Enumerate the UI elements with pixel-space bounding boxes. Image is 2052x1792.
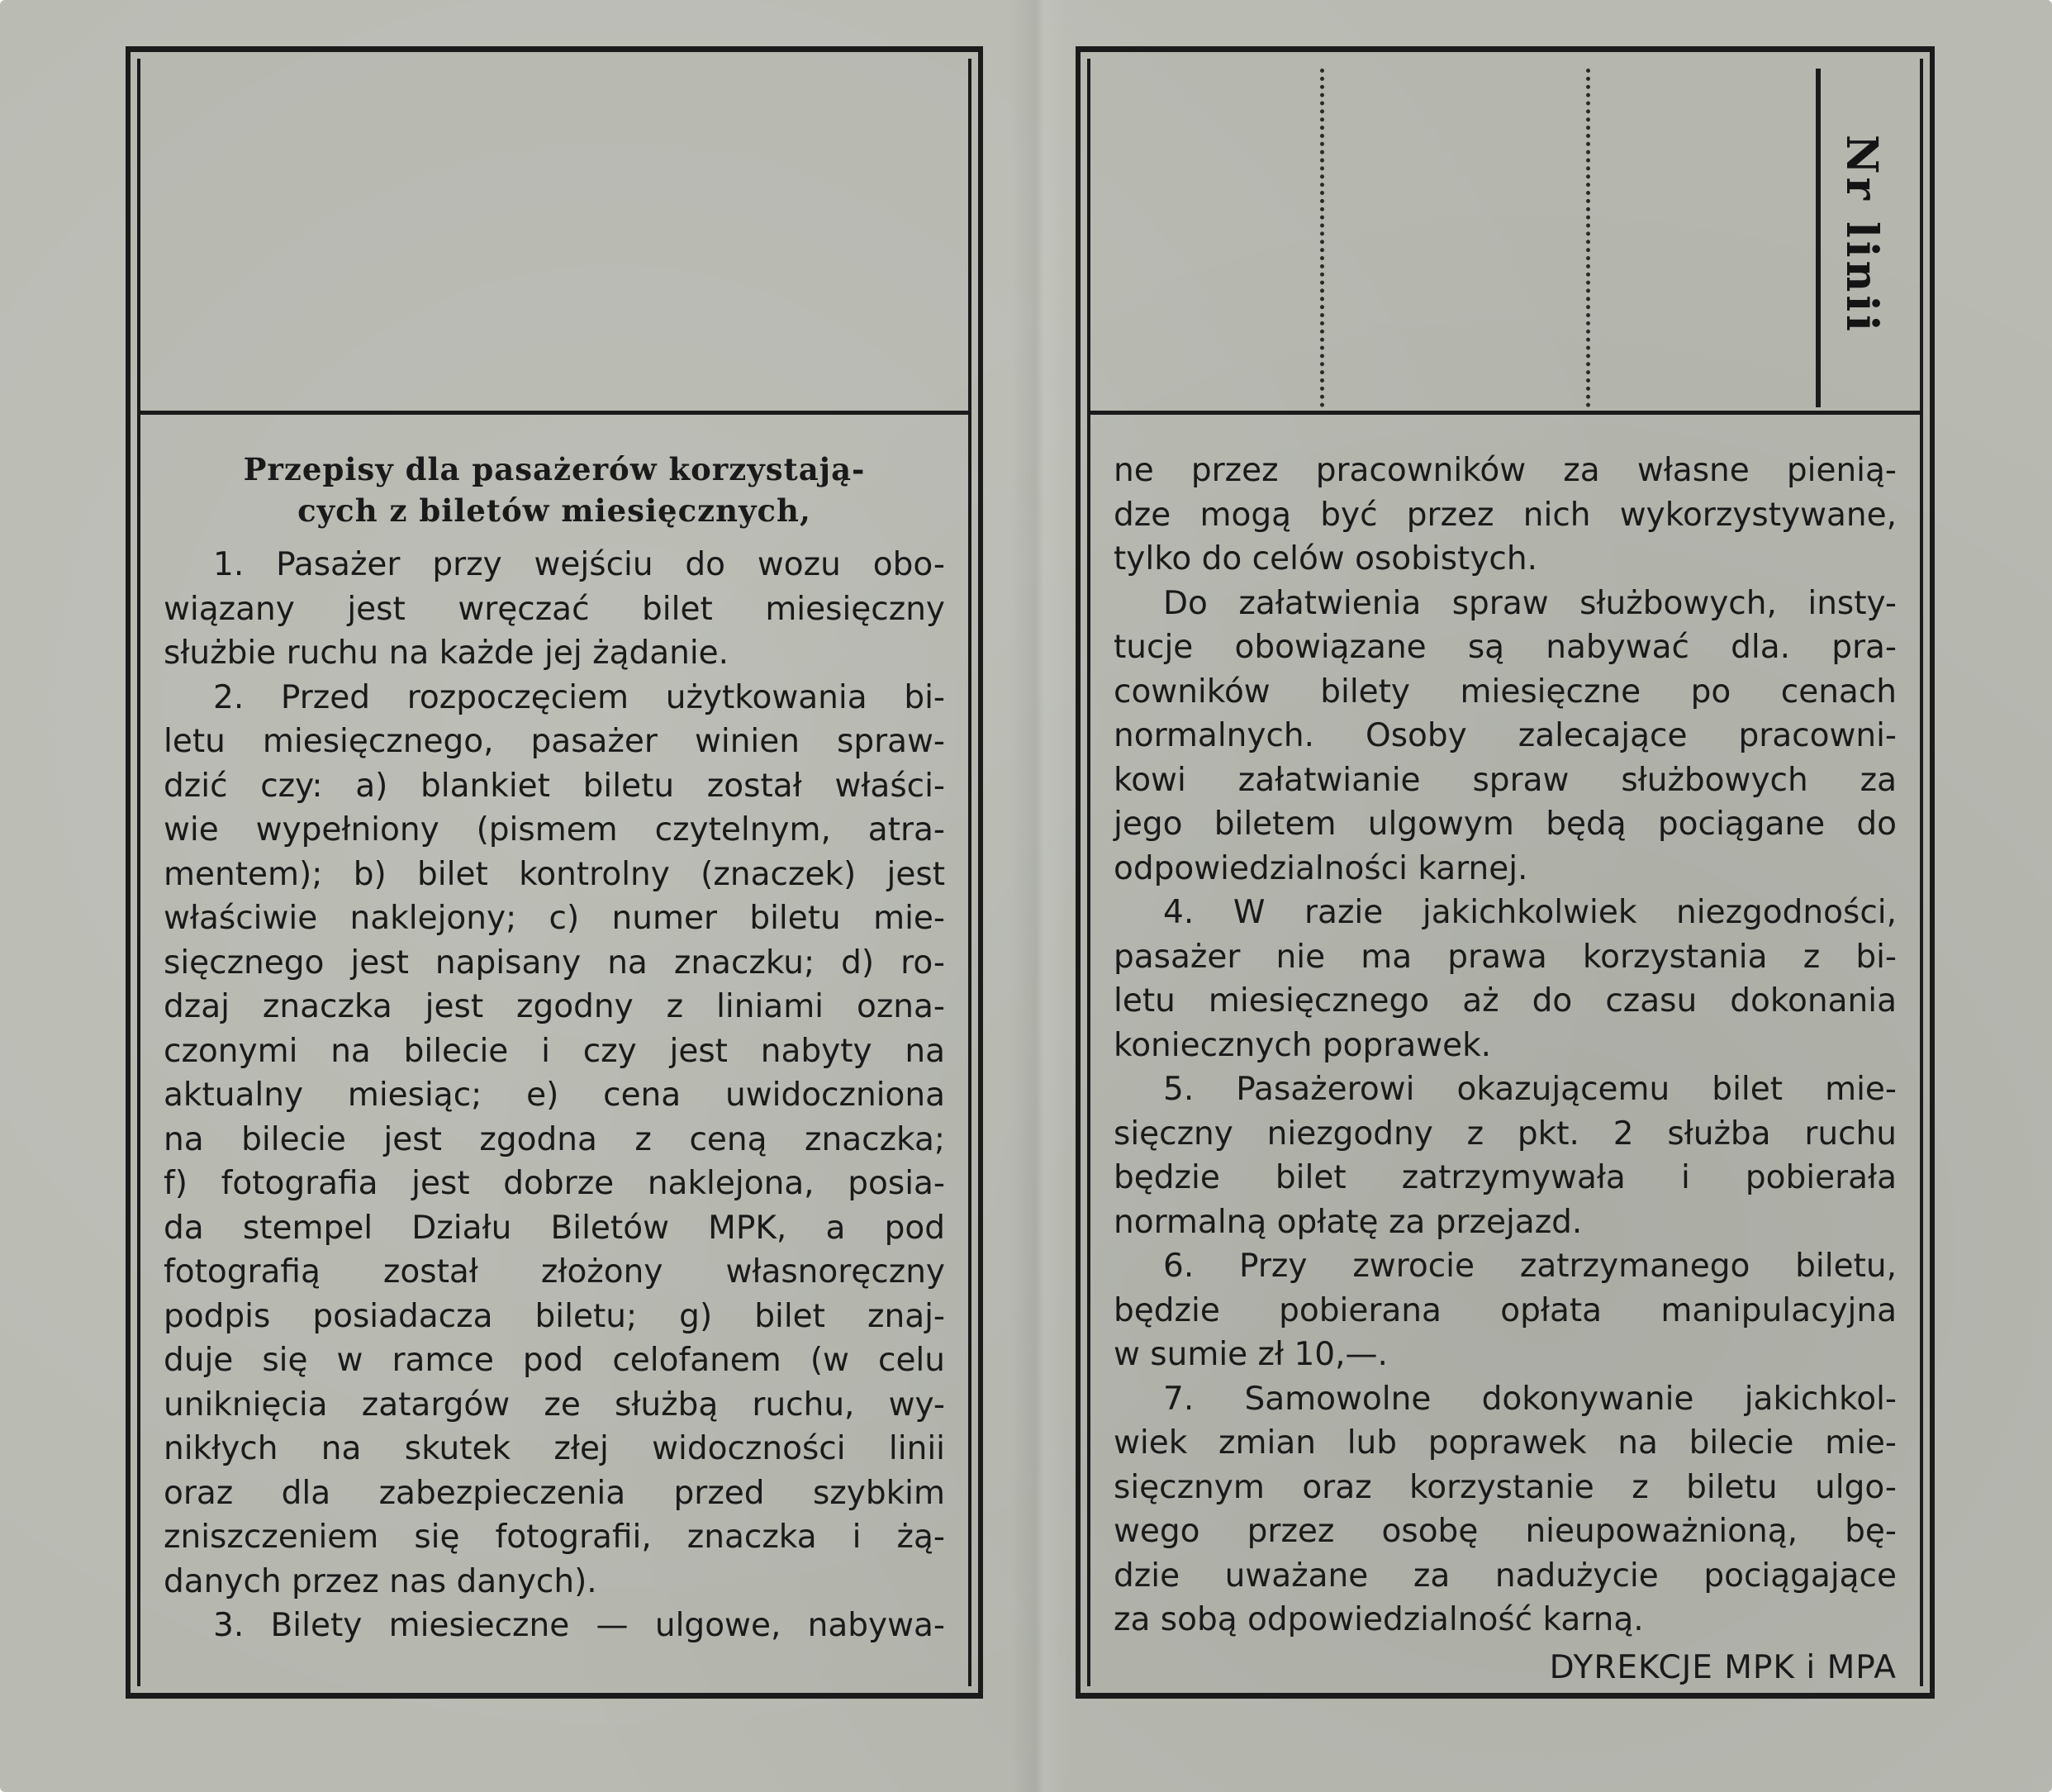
right-text-line: tylko do celów osobistych. bbox=[1114, 540, 1537, 578]
right-text-line: 5. Pasażerowi okazującemu bilet mie- bbox=[1163, 1071, 1897, 1108]
left-text-line: zniszczeniem się fotografii, znaczka i żą- bbox=[164, 1519, 945, 1556]
left-text-line: służbie ruchu na każde jej żądanie. bbox=[164, 635, 729, 672]
right-text-line: tucje obowiązane są nabywać dla. pra- bbox=[1114, 629, 1897, 666]
right-text-line: będzie pobierana opłata manipulacyjna bbox=[1114, 1291, 1897, 1329]
left-text-line: oraz dla zabezpieczenia przed szybkim bbox=[164, 1474, 945, 1512]
left-text-line: uniknięcia zatargów ze służbą ruchu, wy- bbox=[164, 1386, 945, 1424]
left-text-line: nikłych na skutek złej widoczności linii bbox=[164, 1430, 945, 1467]
right-text-line: 7. Samowolne dokonywanie jakichkol- bbox=[1163, 1380, 1897, 1418]
right-text-line: pasażer nie ma prawa korzystania z bi- bbox=[1114, 938, 1897, 976]
left-text-line: f) fotografia jest dobrze naklejona, posia- bbox=[164, 1165, 945, 1202]
right-text-line: odpowiedzialności karnej. bbox=[1114, 849, 1528, 887]
left-text-line: właściwie naklejony; c) numer biletu mie- bbox=[164, 900, 945, 937]
dashed-column-1 bbox=[1320, 69, 1324, 407]
right-divider bbox=[1090, 411, 1920, 415]
left-text-line: dzić czy: a) blankiet biletu został właści- bbox=[164, 767, 945, 805]
fold-crease bbox=[1009, 0, 1067, 1792]
right-text-line: dze mogą być przez nich wykorzystywane, bbox=[1114, 496, 1897, 534]
right-text-line: ne przez pracowników za własne pienią- bbox=[1114, 452, 1897, 489]
left-text-line: mentem); b) bilet kontrolny (znaczek) jest bbox=[164, 855, 945, 893]
right-text-line: za sobą odpowiedzialność karną. bbox=[1114, 1601, 1644, 1638]
right-text-line: Do załatwienia spraw służbowych, insty- bbox=[1163, 584, 1897, 622]
right-text-line: cowników bilety miesięczne po cenach bbox=[1114, 673, 1897, 711]
right-text-line: będzie bilet zatrzymywała i pobierała bbox=[1114, 1159, 1897, 1196]
right-text-line: koniecznych poprawek. bbox=[1114, 1026, 1492, 1064]
left-text-line: fotografią został złożony własnoręczny bbox=[164, 1253, 945, 1291]
left-text-line: 3. Bilety miesieczne — ulgowe, nabywa- bbox=[213, 1607, 945, 1644]
left-text-line: dzaj znaczka jest zgodny z liniami ozna- bbox=[164, 988, 945, 1025]
left-panel bbox=[126, 46, 983, 1699]
right-text-line: dzie uważane za nadużycie pociągające bbox=[1114, 1557, 1897, 1595]
rules-text-right bbox=[1114, 449, 1897, 1690]
rules-heading-line-2: cych z biletów miesięcznych, bbox=[297, 492, 811, 529]
left-text-line: wie wypełniony (pismem czytelnym, atra- bbox=[164, 811, 945, 848]
left-text-line: czonymi na bilecie i czy jest nabyty na bbox=[164, 1032, 945, 1070]
left-text-line: 1. Pasażer przy wejściu do wozu obo- bbox=[213, 546, 945, 583]
right-text-line: wiek zmian lub poprawek na bilecie mie- bbox=[1114, 1424, 1897, 1462]
left-text-line: wiązany jest wręczać bilet miesięczny bbox=[164, 590, 945, 628]
right-rules-lines bbox=[1114, 449, 1897, 1642]
right-text-line: w sumie zł 10,—. bbox=[1114, 1336, 1388, 1373]
right-text-line: wego przez osobę nieupoważnioną, bę- bbox=[1114, 1513, 1897, 1550]
right-text-line: letu miesięcznego aż do czasu dokonania bbox=[1114, 982, 1897, 1020]
signature: DYREKCJE MPK i MPA bbox=[1549, 1648, 1897, 1686]
dashed-column-2 bbox=[1586, 69, 1590, 407]
right-text-line: sięcznym oraz korzystanie z biletu ulgo- bbox=[1114, 1468, 1897, 1506]
left-text-line: aktualny miesiąc; e) cena uwidoczniona bbox=[164, 1077, 945, 1114]
line-number-box-border bbox=[1816, 69, 1821, 407]
rules-heading bbox=[164, 449, 945, 531]
left-rules-lines bbox=[164, 543, 945, 1648]
rules-heading-line-1: Przepisy dla pasażerów korzystają- bbox=[243, 451, 866, 487]
line-number-label: Nr linii bbox=[1836, 135, 1887, 335]
right-text-line: normalną opłatę za przejazd. bbox=[1114, 1203, 1583, 1241]
right-text-line: 6. Przy zwrocie zatrzymanego biletu, bbox=[1163, 1248, 1897, 1285]
rules-text-left bbox=[164, 449, 945, 1648]
right-text-line: normalnych. Osoby zalecające pracowni- bbox=[1114, 717, 1897, 754]
right-text-line: sięczny niezgodny z pkt. 2 służba ruchu bbox=[1114, 1115, 1897, 1153]
right-panel bbox=[1076, 46, 1935, 1699]
left-text-line: na bilecie jest zgodna z ceną znaczka; bbox=[164, 1120, 945, 1158]
left-text-line: letu miesięcznego, pasażer winien spraw- bbox=[164, 723, 945, 760]
left-text-line: duje się w ramce pod celofanem (w celu bbox=[164, 1342, 945, 1379]
left-text-line: da stempel Działu Biletów MPK, a pod bbox=[164, 1209, 945, 1247]
right-text-line: 4. W razie jakichkolwiek niezgodności, bbox=[1163, 894, 1897, 931]
right-text-line: jego biletem ulgowym będą pociągane do bbox=[1114, 806, 1897, 843]
left-text-line: podpis posiadacza biletu; g) bilet znaj- bbox=[164, 1297, 945, 1335]
left-divider bbox=[140, 411, 968, 415]
left-text-line: danych przez nas danych). bbox=[164, 1562, 597, 1600]
left-text-line: sięcznego jest napisany na znaczku; d) ro- bbox=[164, 944, 945, 982]
left-text-line: 2. Przed rozpoczęciem użytkowania bi- bbox=[213, 678, 945, 716]
right-text-line: kowi załatwianie spraw służbowych za bbox=[1114, 761, 1897, 799]
